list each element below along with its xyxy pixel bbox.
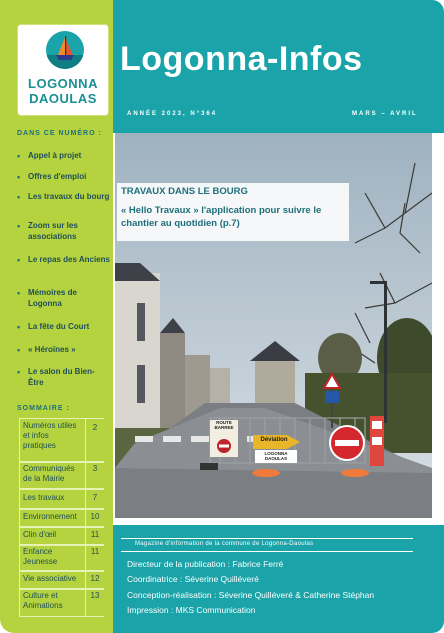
contents-page: 11 xyxy=(90,530,100,539)
contents-label: Communiqués de la Mairie xyxy=(23,464,75,483)
magazine-tagline: Magazine d'information de la commune de Logonna-Daoulas xyxy=(135,541,314,547)
contents-row[interactable] xyxy=(19,461,104,490)
contents-page: 3 xyxy=(92,464,98,473)
headline-title: TRAVAUX DANS LE BOURG xyxy=(121,186,248,197)
logo-text-line2: DAOULAS xyxy=(29,91,97,106)
in-this-issue-heading: DANS CE NUMÉRO : xyxy=(17,130,102,137)
contents-page: 7 xyxy=(92,493,98,502)
contents-row[interactable] xyxy=(19,526,104,546)
contents-row[interactable] xyxy=(19,488,104,510)
deviation-town-sign: LOGONNA DAOULAS xyxy=(264,451,288,461)
credit-printing: Impression : MKS Communication xyxy=(127,605,256,615)
divider xyxy=(121,551,413,552)
contents-label: Enfance Jeunesse xyxy=(23,547,58,566)
deviation-sign: Déviation xyxy=(260,437,288,443)
logo xyxy=(17,24,109,116)
issue-item-label: Le salon du Bien-Être xyxy=(28,367,95,387)
contents-heading: SOMMAIRE : xyxy=(17,405,70,412)
contents-label: Les travaux xyxy=(23,493,65,502)
issue-period: MARS – AVRIL xyxy=(352,111,418,117)
issue-item-label: « Héroïnes » xyxy=(28,345,76,354)
contents-row[interactable] xyxy=(19,418,104,463)
credit-coordinator: Coordinatrice : Séverine Quilléveré xyxy=(127,574,259,584)
issue-item-label: Les travaux du bourg xyxy=(28,192,110,201)
masthead-title: Logonna-Infos xyxy=(120,40,363,78)
headline-subtitle: « Hello Travaux » l'application pour suivre le chantier au quotidien (p.7) xyxy=(121,205,322,229)
contents-row[interactable] xyxy=(19,570,104,590)
logo-text-line1: LOGONNA xyxy=(28,76,98,91)
contents-page: 13 xyxy=(90,591,100,600)
contents-page: 12 xyxy=(90,574,100,583)
issue-item-label: Appel à projet xyxy=(28,151,82,160)
issue-item-label: Offres d'emploi xyxy=(28,172,87,181)
divider xyxy=(121,538,413,539)
issue-item-label: Mémoires de Logonna xyxy=(28,288,77,308)
contents-label: Vie associative xyxy=(23,574,77,583)
contents-page: 2 xyxy=(92,423,98,432)
issue-item-label: Le repas des Anciens xyxy=(28,255,110,264)
contents-label: Environnement xyxy=(23,512,77,521)
boat-logo-icon xyxy=(46,31,84,69)
route-barree-sign: ROUTE BARREE xyxy=(214,420,234,430)
contents-label: Numéros utiles et infos pratiques xyxy=(23,421,77,450)
contents-row[interactable] xyxy=(19,508,104,528)
issue-number: ANNÉE 2023, N°364 xyxy=(127,111,218,117)
issue-item-label: La fête du Court xyxy=(28,322,90,331)
contents-page: 10 xyxy=(90,512,100,521)
credit-director: Directeur de la publication : Fabrice Ferré xyxy=(127,559,284,569)
issue-item-label: Zoom sur les associations xyxy=(28,221,78,241)
credit-design: Conception-réalisation : Séverine Quilléveré & Catherine Stéphan xyxy=(127,590,375,600)
contents-label: Clin d'œil xyxy=(23,530,57,539)
contents-label: Culture et Animations xyxy=(23,591,63,610)
contents-page: 11 xyxy=(90,547,100,556)
contents-row[interactable] xyxy=(19,544,104,572)
contents-row[interactable] xyxy=(19,588,104,617)
